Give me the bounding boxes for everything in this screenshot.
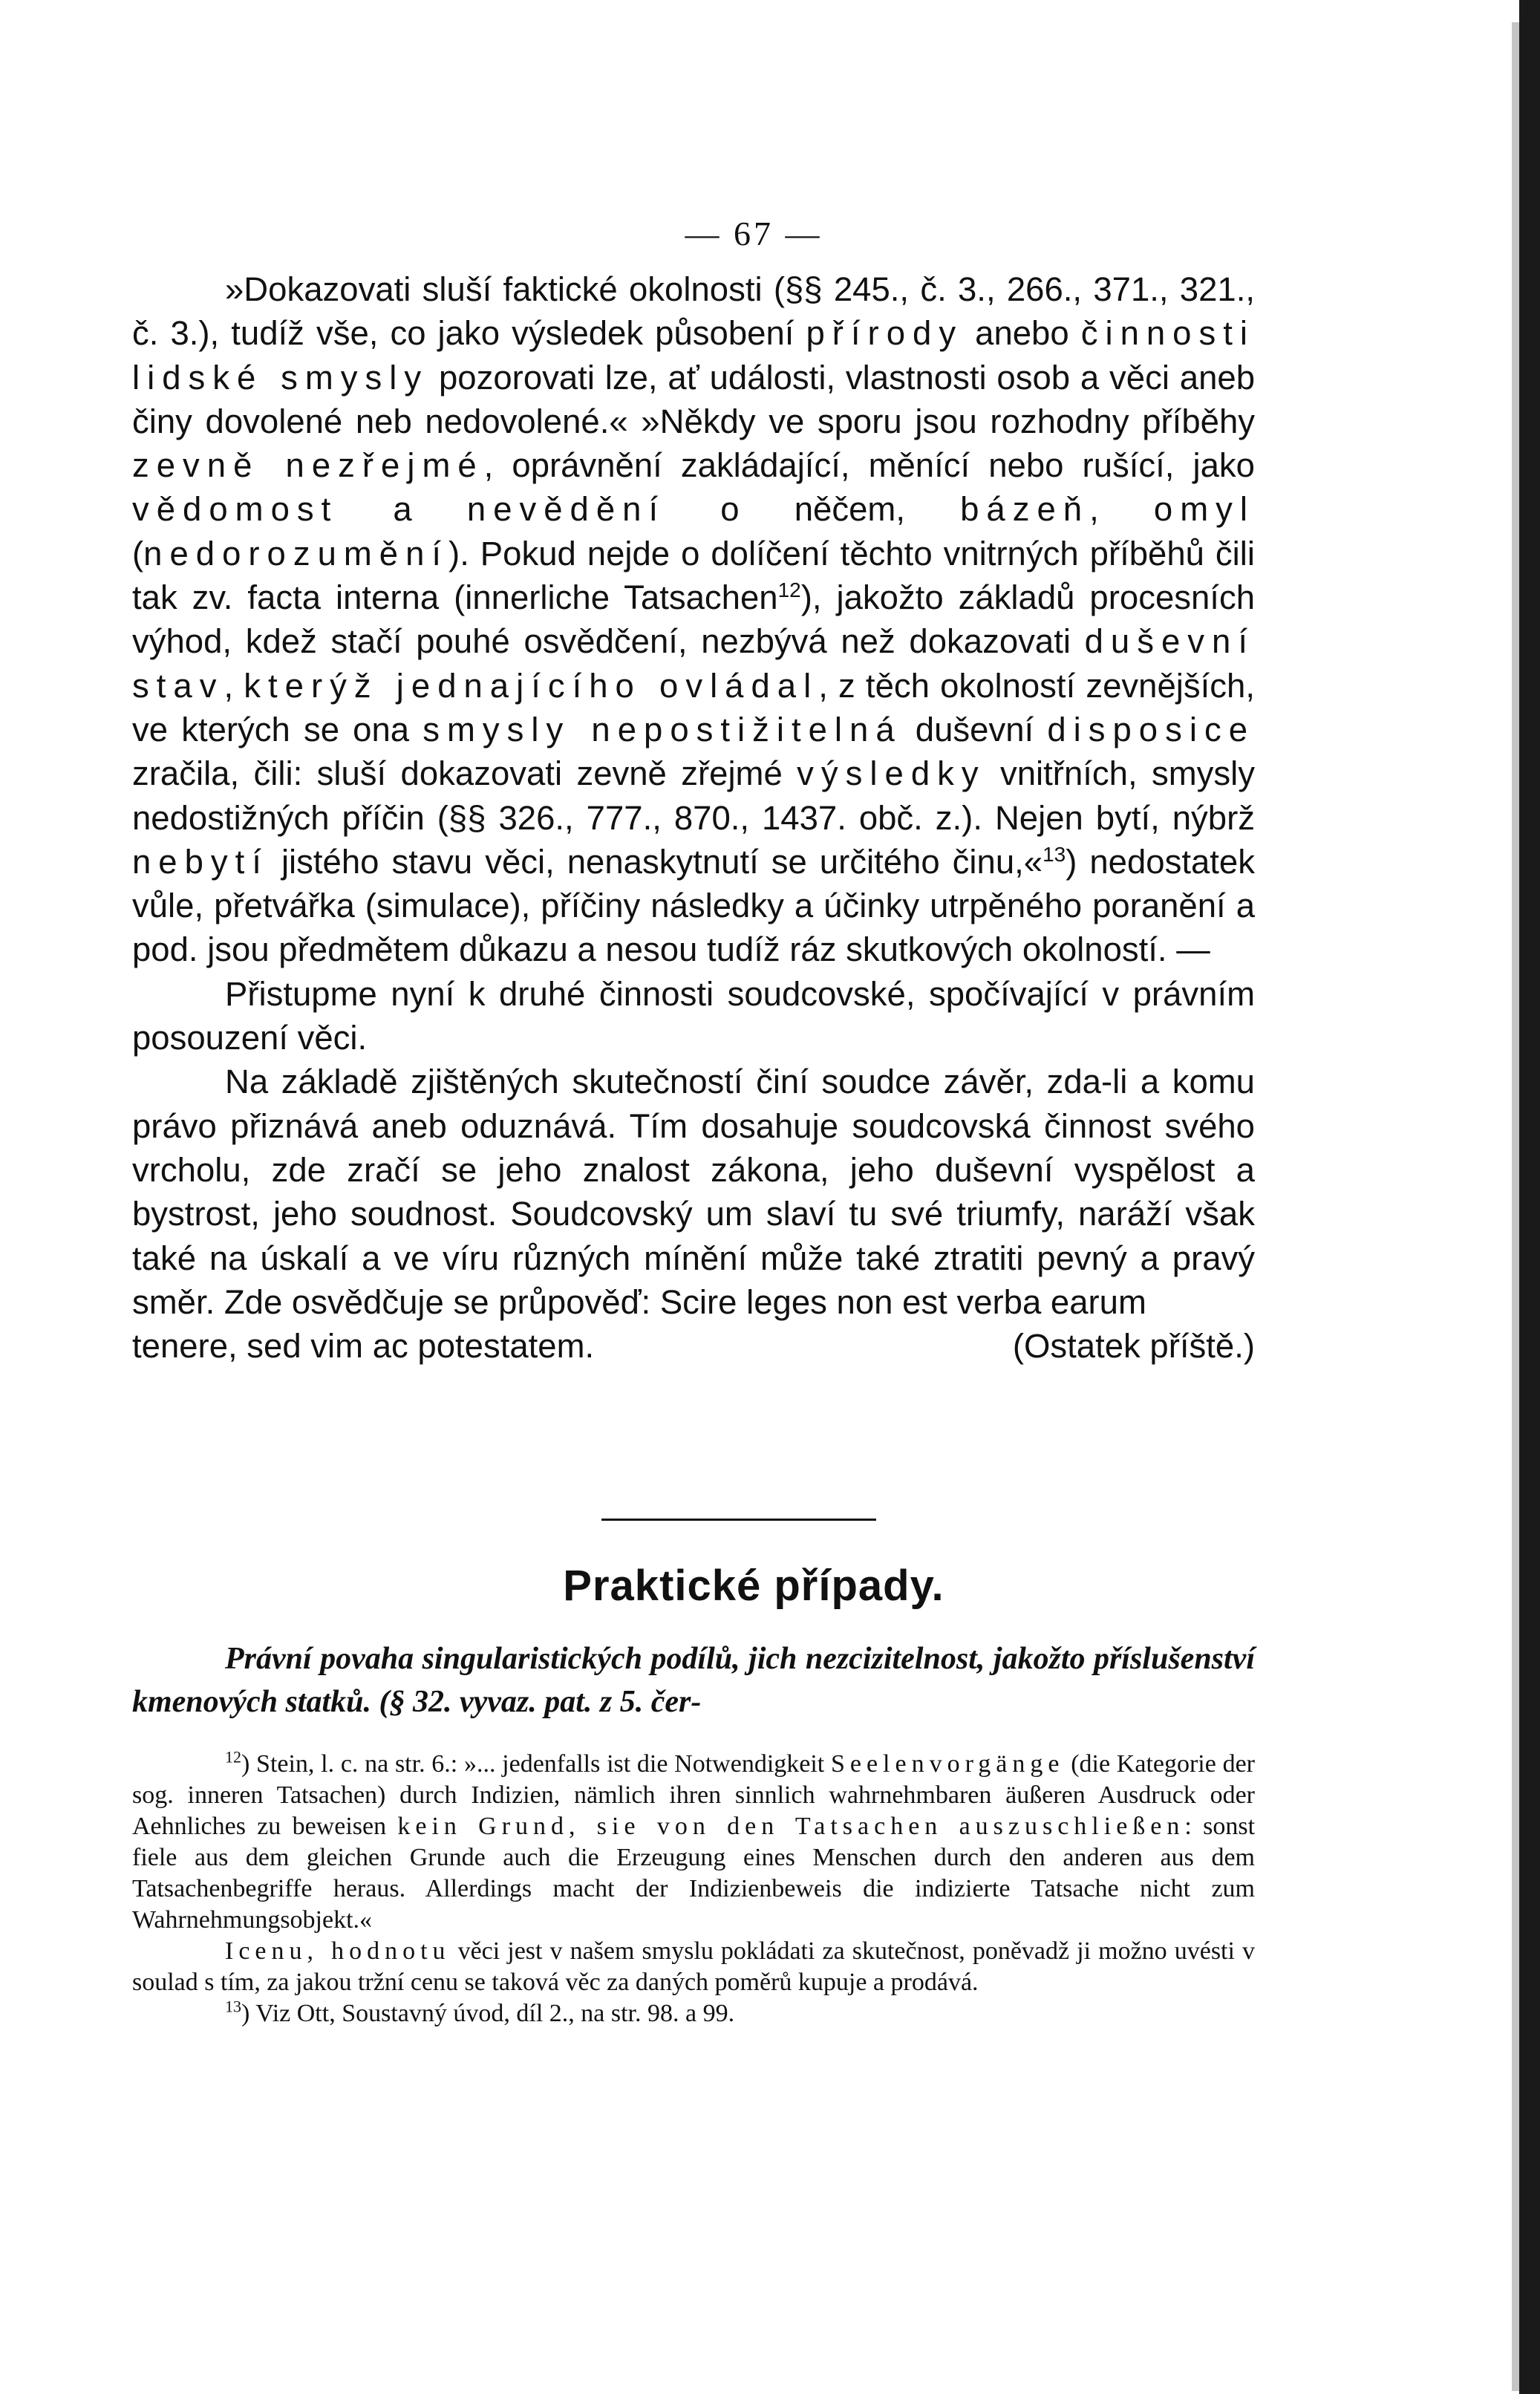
- footnote-marker: 12: [225, 1747, 241, 1767]
- text-run: ), jakožto základů procesních výhod, kdež stačí pouhé osvědčení, nezbývá než dokazovati: [132, 578, 1255, 661]
- footnotes: [132, 1749, 1255, 2029]
- text-run: : sonst fiele aus dem gleichen Grunde auch die Erzeugung eines Menschen durch den anderen aus dem Tatsachenbegriffe heraus. Allerdings macht der Indizienbeweis die indizierte Tatsache nicht zum Wahrnehmungsobjekt.«: [132, 1813, 1256, 1934]
- paragraph-judgment: Na základě zjištěných skutečností činí soudce závěr, zda-li a komu právo přiznává aneb oduznává. Tím dosahuje soudcovská činnost svého vrcholu, zde zračí se jeho znalost zákona, jeho duševní vyspělost a bystrost, jeho soudnost. Soudcovský um slaví tu své triumfy, naráží však také na úskalí a ve víru různých mínění může také ztratiti pevný a pravý směr. Zde osvědčuje se průpověď: Scire leges non est verba earum: [132, 1063, 1255, 1321]
- text-run: ) Viz Ott, Soustavný úvod, díl 2., na str. 98. a 99.: [241, 2000, 735, 2027]
- text-run: ). Pokud nejde o dolíčení těchto vnitrných příběhů čili tak zv. facta interna (innerliche Tatsachen: [132, 534, 1255, 617]
- text-run: vnitřních, smysly nedostižných příčin (§§ 326., 777., 870., 1437. obč. z.). Nejen bytí, nýbrž: [132, 754, 1255, 837]
- text-run: ,: [1089, 490, 1154, 529]
- spaced-term: kterýž jednajícího ovládal: [244, 666, 819, 705]
- body-text: [132, 267, 1255, 1368]
- case-title: Právní povaha singularistických podílů, jich nezcizitelnost, jakožto příslušenství kmenových statků. (§ 32. vyvaz. pat. z 5. čer-: [132, 1642, 1255, 1719]
- footnote-ref-12[interactable]: 12: [777, 578, 801, 601]
- page-edge-border: [1519, 0, 1540, 2394]
- paragraph-legal-assessment: Přistupme nyní k druhé činnosti soudcovské, spočívající v právním posouzení věci.: [132, 974, 1255, 1057]
- text-run: , z těch okolností zevnějších, ve kterých se ona: [132, 666, 1255, 748]
- spaced-term: přírody: [806, 314, 964, 353]
- paragraph-evidence: [132, 267, 1255, 972]
- spaced-term: Seelenvorgänge: [830, 1750, 1065, 1778]
- spaced-term: zevně nezřejmé: [132, 446, 484, 485]
- text-run: věci jest v našem smyslu pokládati za skutečnost, poněvadž ji možno uvésti v soulad s tím, za jakou tržní cenu se taková věc za daných poměrů kupuje a prodává.: [132, 1937, 1255, 1996]
- closing-line: tenere, sed vim ac potestatem.: [132, 1327, 595, 1366]
- text-run: pozorovati lze, ať události, vlastnosti osob a věci aneb činy dovolené neb nedovolené.« »Někdy ve sporu jsou rozhodny příběhy: [132, 358, 1255, 440]
- footnote-12: [132, 1749, 1255, 1936]
- footnote-13: [132, 1998, 1255, 2029]
- spaced-term: omyl: [1153, 490, 1255, 529]
- spaced-term: duševní stav: [132, 622, 1255, 705]
- text-run: a: [338, 490, 467, 529]
- spaced-term: výsledky: [797, 754, 986, 793]
- page-number: — 67 —: [685, 215, 823, 252]
- spaced-term: nedorozumění: [143, 534, 449, 573]
- spaced-term: nebytí: [132, 842, 269, 881]
- text-run: jistého stavu věci, nenaskytnutí se určitého činu,«: [268, 842, 1043, 881]
- spaced-term: smysly nepostižitelná: [422, 710, 902, 748]
- spaced-term: bázeň: [960, 490, 1090, 529]
- spaced-term: disposice: [1047, 710, 1255, 748]
- spaced-term: činnosti lidské smysly: [132, 314, 1255, 397]
- text-run: ) Stein, l. c. na str. 6.: »... jedenfalls ist die Notwendigkeit: [241, 1750, 831, 1778]
- text-run: , oprávnění zakládající, měnící nebo rušící, jako: [483, 446, 1255, 485]
- spaced-term: kein Grund, sie von den Tatsachen auszuschließen: [397, 1813, 1185, 1840]
- section-heading: Praktické případy.: [563, 1562, 944, 1610]
- text-run: (: [132, 534, 144, 573]
- text-run: o něčem,: [665, 490, 961, 529]
- spaced-term: Icenu, hodnotu: [225, 1937, 451, 1965]
- paragraph-signoff: [132, 1324, 1255, 1368]
- footnote-ref-13[interactable]: 13: [1043, 842, 1066, 866]
- text-run: (die Kategorie der sog. inneren Tatsachen) durch Indizien, nämlich ihren sinnlich wahrnehmbaren äußeren Ausdruck oder Aehnliches zu beweisen: [132, 1750, 1255, 1840]
- continued-note: (Ostatek příště.): [1012, 1327, 1255, 1366]
- text-run: zračila, čili: sluší dokazovati zevně zřejmé: [132, 754, 797, 793]
- page-edge-shadow: [1512, 22, 1519, 2391]
- text-run: anebo: [963, 314, 1081, 353]
- footnote-marker: 13: [225, 1997, 241, 2016]
- text-run: ,: [224, 666, 244, 705]
- footnote-12-continued: [132, 1936, 1255, 1998]
- text-run: ) nedostatek vůle, přetvářka (simulace), příčiny následky a účinky utrpěného poranění a pod. jsou předmětem důkazu a nesou tudíž ráz skutkových okolností. —: [132, 842, 1255, 969]
- spaced-term: nevědění: [466, 490, 666, 529]
- text-run: »Dokazovati sluší faktické okolnosti (§§ 245., č. 3., 266., 371., 321., č. 3.), tudíž vše, co jako výsledek působení: [132, 270, 1255, 353]
- spaced-term: vědomost: [132, 490, 339, 529]
- section-divider: [601, 1519, 876, 1521]
- text-run: duševní: [901, 710, 1048, 748]
